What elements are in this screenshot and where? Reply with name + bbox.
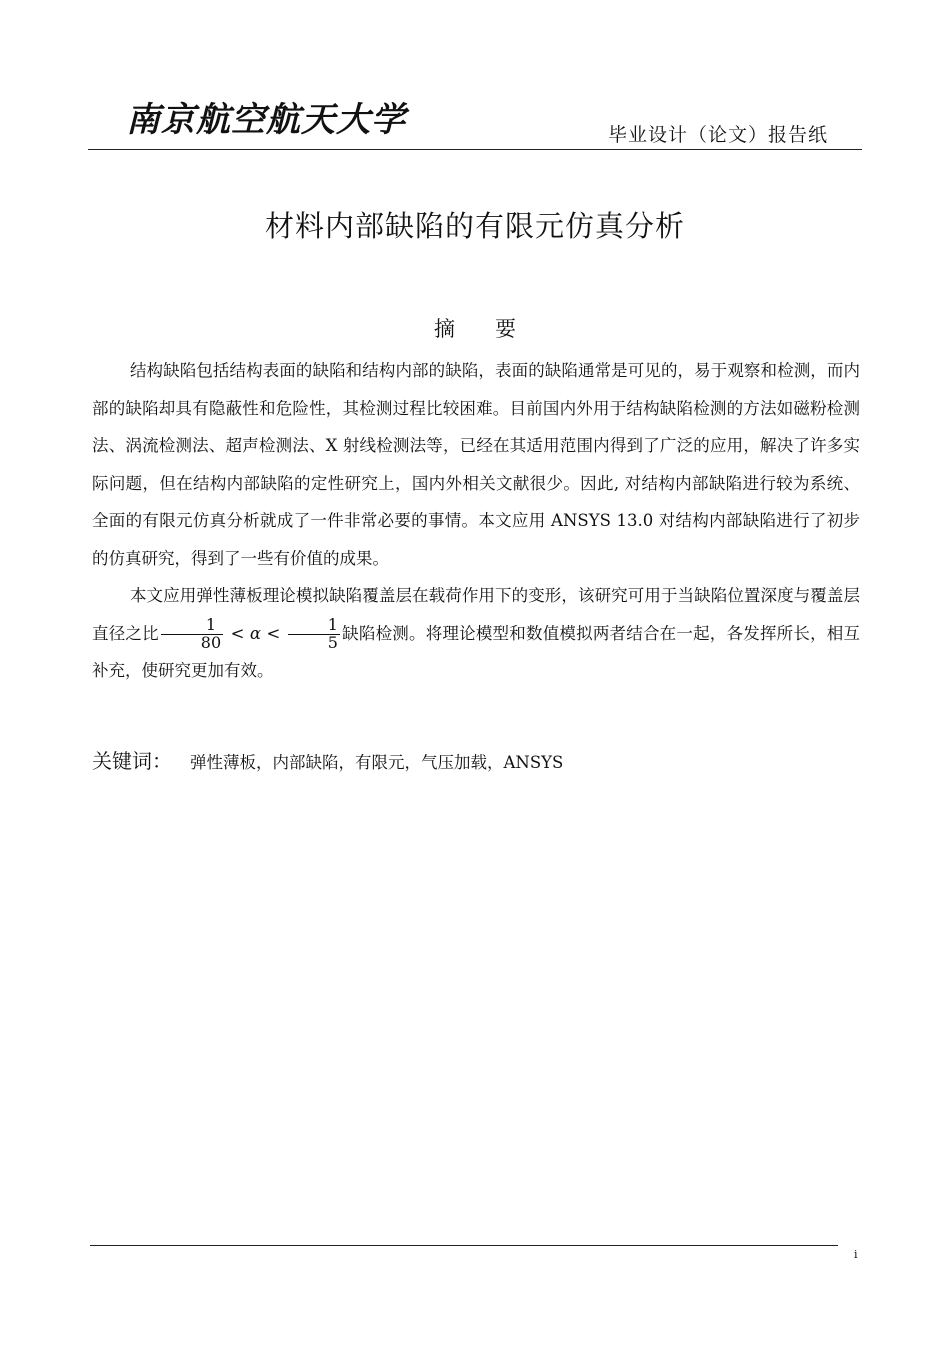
fraction-lower-bound <box>161 614 223 652</box>
fraction-1-numerator: 1 <box>161 617 223 635</box>
header-divider <box>88 149 862 150</box>
page-number: i <box>854 1248 858 1261</box>
less-than-1: < <box>225 623 250 643</box>
alpha-symbol: α <box>249 623 262 643</box>
paper-title: 材料内部缺陷的有限元仿真分析 <box>264 209 685 243</box>
fraction-2-denominator: 5 <box>327 632 338 652</box>
keywords-text: 弹性薄板，内部缺陷，有限元，气压加载，ANSYS <box>190 753 564 772</box>
abstract-body <box>92 352 860 690</box>
fraction-2-numerator: 1 <box>288 617 340 635</box>
document-type-label: 毕业设计（论文）报告纸 <box>607 124 828 146</box>
paragraph-2-text-after: 缺陷检测。将理论模型和数值模拟两者结合在一起，各发挥所长，相互补充，使研究更加有效。 <box>92 623 861 680</box>
paragraph-2-text-before: 本文应用弹性薄板理论模拟缺陷覆盖层在载荷作用下的变形，该研究可用于当缺陷位置深度与覆盖层直径之比 <box>92 586 860 643</box>
abstract-heading: 摘要 <box>434 317 556 341</box>
abstract-paragraph-2 <box>92 577 860 690</box>
fraction-upper-bound <box>288 614 340 652</box>
footer-divider <box>90 1245 838 1246</box>
less-than-2: < <box>261 623 286 643</box>
fraction-1-denominator: 80 <box>200 632 222 652</box>
university-logo: 南京航空航天大学 <box>126 100 406 140</box>
keywords-line <box>92 745 563 774</box>
abstract-paragraph-1: 结构缺陷包括结构表面的缺陷和结构内部的缺陷，表面的缺陷通常是可见的，易于观察和检测，而内部的缺陷却具有隐蔽性和危险性，其检测过程比较困难。目前国内外用于结构缺陷检测的方法如磁粉检测法、涡流检测法、超声检测法、X 射线检测法等，已经在其适用范围内得到了广泛的应用，解决了许多实际问题，但在结构内部缺陷的定性研究上，国内外相关文献很少。因此, 对结构内部缺陷进行较为系统、全面的有限元仿真分析就成了一件非常必要的事情。本文应用 ANSYS 13.0 对结构内部缺陷进行了初步的仿真研究，得到了一些有价值的成果。 <box>92 361 860 568</box>
keywords-label: 关键词： <box>92 749 172 773</box>
